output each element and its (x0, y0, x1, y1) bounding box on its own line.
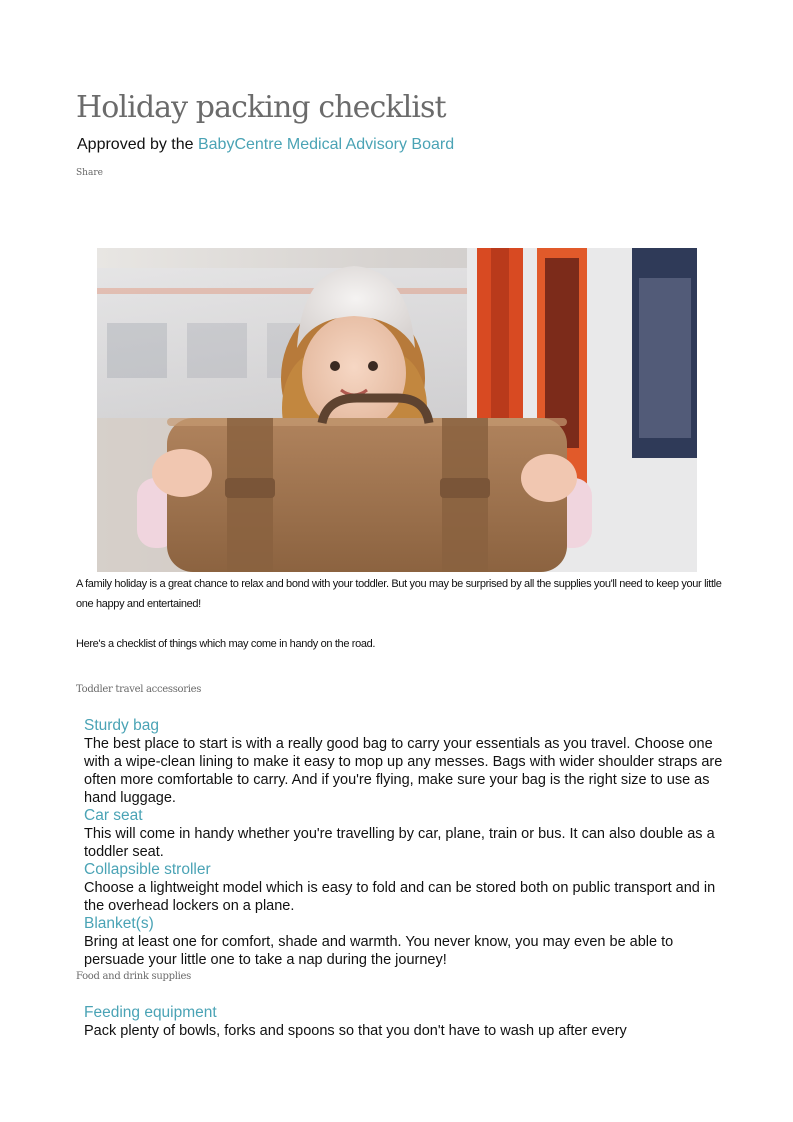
list-item (84, 807, 724, 861)
item-heading-collapsible-stroller: Collapsible stroller (84, 861, 211, 878)
list-item (84, 861, 724, 915)
item-body-feeding-equipment: Pack plenty of bowls, forks and spoons so that you don't have to wash up after every (84, 1023, 627, 1039)
section-label-toddler-travel: Toddler travel accessories (76, 684, 202, 695)
approval-line (77, 136, 454, 154)
item-heading-sturdy-bag: Sturdy bag (84, 717, 159, 734)
food-drink-list (84, 1004, 724, 1040)
share-link[interactable]: Share (76, 168, 103, 178)
approval-prefix: Approved by the (77, 136, 198, 153)
section-label-food-drink: Food and drink supplies (76, 971, 191, 982)
list-item (84, 1004, 724, 1040)
item-heading-feeding-equipment: Feeding equipment (84, 1004, 217, 1021)
list-item (84, 915, 724, 969)
intro-paragraph: A family holiday is a great chance to relax and bond with your toddler. But you may be surprised by all the supplies you'll need to keep your little one happy and entertained! (76, 578, 722, 610)
item-body-blankets: Bring at least one for comfort, shade and warmth. You never know, you may even be able to persuade your little one to take a nap during the journey! (84, 934, 674, 968)
intro-checklist-paragraph: Here's a checklist of things which may come in handy on the road. (76, 638, 376, 650)
toddler-travel-list (84, 717, 724, 969)
girl-with-suitcase-photo (97, 248, 697, 572)
item-body-car-seat: This will come in handy whether you're travelling by car, plane, train or bus. It can also double as a toddler seat. (84, 826, 715, 860)
item-heading-car-seat: Car seat (84, 807, 143, 824)
list-item (84, 717, 724, 807)
item-body-collapsible-stroller: Choose a lightweight model which is easy to fold and can be stored both on public transport and in the overhead lockers on a plane. (84, 880, 716, 914)
hero-image (97, 248, 697, 572)
item-body-sturdy-bag: The best place to start is with a really good bag to carry your essentials as you travel. Choose one with a wipe-clean lining to make it easy to mop up any messes. Bags with wider shoulder straps are often more comfortable to carry. And if you're flying, make sure your bag is the right size to use as hand luggage. (84, 736, 723, 806)
page-title: Holiday packing checklist (76, 90, 446, 125)
advisory-board-link[interactable]: BabyCentre Medical Advisory Board (197, 136, 455, 153)
item-heading-blankets: Blanket(s) (84, 915, 154, 932)
